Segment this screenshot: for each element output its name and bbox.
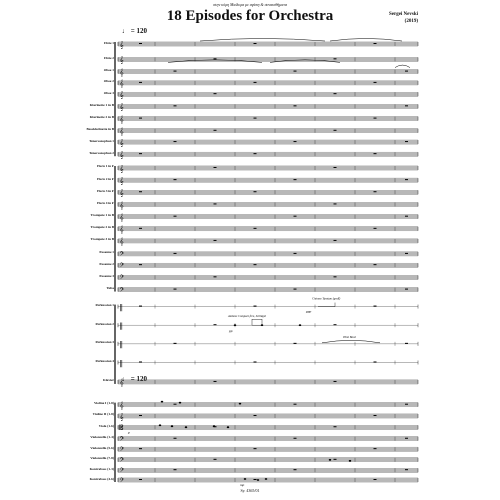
whole-rest xyxy=(174,105,177,106)
instrument-label: Flöte 1 xyxy=(104,40,114,45)
composition-year: (2019) xyxy=(404,19,418,24)
whole-rest xyxy=(139,361,142,362)
note-head xyxy=(227,426,230,428)
instrument-label: Klavier xyxy=(103,378,114,383)
note-head xyxy=(329,459,332,461)
clef-glyph: 𝄞 xyxy=(119,189,124,198)
whole-rest xyxy=(139,82,142,83)
staff xyxy=(118,435,418,443)
clef-glyph: 𝄞 xyxy=(119,225,124,234)
staff xyxy=(118,303,418,311)
whole-rest xyxy=(174,404,177,405)
instrument-label: Violoncello (1-4) xyxy=(90,435,114,440)
whole-rest xyxy=(374,153,377,154)
clef-glyph: ‖ xyxy=(119,340,123,349)
staff xyxy=(118,200,418,210)
staff xyxy=(118,79,418,89)
whole-rest xyxy=(405,438,408,439)
whole-rest xyxy=(254,264,257,265)
whole-rest xyxy=(174,179,177,180)
whole-rest xyxy=(405,71,408,72)
whole-rest xyxy=(174,289,177,290)
clef-glyph: 𝄢 xyxy=(119,286,125,295)
whole-rest xyxy=(214,459,217,460)
instrument-label: Violine II (1-8) xyxy=(92,412,114,417)
whole-rest xyxy=(139,415,142,416)
whole-rest xyxy=(254,153,257,154)
clef-glyph: 𝄞 xyxy=(119,237,124,246)
whole-rest xyxy=(214,203,217,204)
whole-rest xyxy=(405,469,408,470)
whole-rest xyxy=(174,71,177,72)
note-head xyxy=(244,478,247,480)
note-head xyxy=(257,479,260,481)
whole-rest xyxy=(174,253,177,254)
instrument-label: Trompete 2 in B xyxy=(90,225,114,230)
staff xyxy=(118,446,418,454)
perc-line xyxy=(318,303,335,307)
staff xyxy=(118,359,418,367)
perc1-annotation: Chinese Tamtam (groß) xyxy=(312,296,341,301)
note-head xyxy=(239,403,242,405)
whole-rest xyxy=(405,141,408,142)
flute1-slur xyxy=(200,39,325,42)
note-head xyxy=(171,425,174,427)
staff xyxy=(118,286,418,294)
clef-glyph: 𝄞 xyxy=(119,127,124,136)
tempo-marking-top: ♩ = 120 xyxy=(122,27,147,35)
instrument-label: Perkussion 2 xyxy=(95,321,114,326)
whole-rest xyxy=(405,289,408,290)
staff xyxy=(118,150,418,160)
whole-rest xyxy=(334,459,337,460)
staff xyxy=(118,67,418,77)
staff xyxy=(118,225,418,235)
staff xyxy=(118,467,418,475)
whole-rest xyxy=(174,469,177,470)
staff xyxy=(118,251,418,259)
staff xyxy=(118,424,418,435)
whole-rest xyxy=(405,343,408,344)
clef-glyph: 𝄞 xyxy=(119,91,124,100)
note-head xyxy=(161,401,164,403)
whole-rest xyxy=(254,191,257,192)
clef-glyph: ‖ xyxy=(119,359,123,368)
clef-glyph: 𝄞 xyxy=(119,56,124,65)
whole-rest xyxy=(294,404,297,405)
staff xyxy=(118,274,418,282)
whole-rest xyxy=(405,179,408,180)
whole-rest xyxy=(139,264,142,265)
clef-glyph: 𝄞 xyxy=(119,176,124,185)
note-head xyxy=(159,424,162,426)
whole-rest xyxy=(374,479,377,480)
staff xyxy=(118,378,418,388)
clef-glyph: 𝄞 xyxy=(119,213,124,222)
whole-rest xyxy=(294,469,297,470)
whole-rest xyxy=(139,118,142,119)
whole-rest xyxy=(254,415,257,416)
clef-glyph: 𝄞 xyxy=(119,79,124,88)
clef-glyph: 𝄞 xyxy=(119,40,124,49)
staff xyxy=(118,212,418,222)
instrument-label: Perkussion 4 xyxy=(95,358,114,363)
whole-rest xyxy=(139,448,142,449)
staff xyxy=(118,237,418,247)
whole-rest xyxy=(374,448,377,449)
clef-glyph: 𝄢 xyxy=(119,456,125,465)
staff xyxy=(118,164,418,174)
whole-rest xyxy=(174,141,177,142)
whole-rest xyxy=(139,191,142,192)
whole-rest xyxy=(214,276,217,277)
perc-note xyxy=(234,324,237,326)
whole-rest xyxy=(374,82,377,83)
clef-glyph: 𝄡 xyxy=(119,424,124,433)
instrument-label: Klarinette 2 in B xyxy=(89,115,114,120)
whole-rest xyxy=(374,264,377,265)
instrument-label: Tenorsaxophon 1 xyxy=(89,138,114,143)
whole-rest xyxy=(374,306,377,307)
instrument-label: Trompete 3 in B xyxy=(90,237,114,242)
whole-rest xyxy=(374,228,377,229)
staff xyxy=(118,55,418,65)
whole-rest xyxy=(214,240,217,241)
instrument-label: Horn 4 in F xyxy=(97,200,114,205)
whole-rest xyxy=(254,448,257,449)
staff xyxy=(118,412,418,422)
whole-rest xyxy=(334,381,337,382)
instrument-label: Oboe 1 xyxy=(103,68,114,73)
clef-glyph: 𝄞 xyxy=(119,378,124,387)
whole-rest xyxy=(334,203,337,204)
whole-rest xyxy=(254,82,257,83)
clef-glyph: 𝄞 xyxy=(119,103,124,112)
staff xyxy=(118,176,418,186)
whole-rest xyxy=(334,93,337,94)
whole-rest xyxy=(334,130,337,131)
whole-rest xyxy=(334,276,337,277)
clef-glyph: 𝄞 xyxy=(119,401,124,410)
perc3-annotation: Tibet Bowl xyxy=(343,334,356,339)
instrument-label: Oboe 3 xyxy=(103,90,114,95)
whole-rest xyxy=(254,361,257,362)
staff xyxy=(118,90,418,100)
instrument-label: Posaune 1 xyxy=(99,250,114,255)
whole-rest xyxy=(214,130,217,131)
composer-name: Sergei Nevski xyxy=(388,12,418,17)
clef-glyph: 𝄢 xyxy=(119,467,125,476)
clef-glyph: 𝄞 xyxy=(119,138,124,147)
staff xyxy=(118,138,418,148)
whole-rest xyxy=(214,93,217,94)
dynamic-pp: pp xyxy=(229,329,233,334)
instrument-label: Posaune 3 xyxy=(99,273,114,278)
note-head xyxy=(185,426,188,428)
whole-rest xyxy=(334,324,337,325)
instrument-label: Horn 2 in F xyxy=(97,176,114,181)
clef-glyph: ‖ xyxy=(119,303,123,312)
whole-rest xyxy=(374,118,377,119)
whole-rest xyxy=(214,58,217,59)
staff xyxy=(118,114,418,124)
whole-rest xyxy=(405,216,408,217)
whole-rest xyxy=(334,426,337,427)
instrument-label: Kontrabass (4-6) xyxy=(89,476,114,481)
clef-glyph: 𝄢 xyxy=(119,476,125,485)
oboe-slur xyxy=(395,65,410,68)
whole-rest xyxy=(139,228,142,229)
staff xyxy=(118,262,418,270)
instrument-label: Trompete 1 in B xyxy=(90,213,114,218)
whole-rest xyxy=(254,118,257,119)
staff xyxy=(118,188,418,198)
whole-rest xyxy=(294,289,297,290)
clef-glyph: 𝄞 xyxy=(119,68,124,77)
whole-rest xyxy=(139,153,142,154)
clef-glyph: 𝄞 xyxy=(119,201,124,210)
whole-rest xyxy=(174,343,177,344)
instrument-label: Horn 1 in F xyxy=(97,164,114,169)
staff xyxy=(118,127,418,137)
instrument-label: Tuba xyxy=(106,286,114,291)
whole-rest xyxy=(214,324,217,325)
whole-rest xyxy=(139,479,142,480)
whole-rest xyxy=(334,240,337,241)
tempo-marking-strings: ♩ = 120 xyxy=(122,375,147,383)
whole-rest xyxy=(294,253,297,254)
dedication: στην κόρη Μαίλυρα με αγάπη & συναισθήματα xyxy=(213,2,287,7)
instrument-label: Violoncello (5-6) xyxy=(90,445,114,450)
whole-rest xyxy=(374,361,377,362)
whole-rest xyxy=(139,306,142,307)
clef-glyph: 𝄢 xyxy=(119,262,125,271)
instrument-label: Posaune 2 xyxy=(99,261,114,266)
dynamic-mp: mp xyxy=(240,483,245,487)
dynamic-ppp: ppp xyxy=(306,309,312,314)
clef-glyph: 𝄢 xyxy=(119,250,125,259)
clef-glyph: 𝄞 xyxy=(119,164,124,173)
perc2-annotation: Amboss Compact free, Schlägel xyxy=(228,314,267,319)
instrument-label: Bassklarinette in B xyxy=(86,127,114,132)
instrument-label: Horn 3 in F xyxy=(97,188,114,193)
instrument-label: Violoncello (7-8) xyxy=(90,456,114,461)
clef-glyph: 𝄢 xyxy=(119,435,125,444)
whole-rest xyxy=(294,141,297,142)
perc-note xyxy=(299,324,302,326)
whole-rest xyxy=(174,438,177,439)
whole-rest xyxy=(254,479,257,480)
whole-rest xyxy=(294,216,297,217)
whole-rest xyxy=(334,167,337,168)
instrument-label: Perkussion 1 xyxy=(95,303,114,308)
instrument-label: Klarinette 1 in B xyxy=(89,102,114,107)
whole-rest xyxy=(374,415,377,416)
staff xyxy=(118,322,418,330)
score-title: 18 Episodes for Orchestra xyxy=(166,8,334,24)
instrument-label: Violine I (1-8) xyxy=(93,401,114,406)
whole-rest xyxy=(214,381,217,382)
clef-glyph: 𝄢 xyxy=(119,274,125,283)
whole-rest xyxy=(405,253,408,254)
whole-rest xyxy=(374,43,377,44)
perc3-slur xyxy=(322,340,380,343)
whole-rest xyxy=(294,179,297,180)
flute1-slur-2 xyxy=(330,39,402,42)
whole-rest xyxy=(294,71,297,72)
clef-glyph: 𝄞 xyxy=(119,115,124,124)
whole-rest xyxy=(174,216,177,217)
dynamic-p: p xyxy=(128,430,130,435)
instrument-label: Oboe 2 xyxy=(103,79,114,84)
whole-rest xyxy=(294,105,297,106)
instrument-label: Perkussion 3 xyxy=(95,340,114,345)
whole-rest xyxy=(334,58,337,59)
clef-glyph: ‖ xyxy=(119,322,123,331)
whole-rest xyxy=(374,191,377,192)
staff xyxy=(118,40,418,50)
perc-box xyxy=(252,319,262,325)
staff xyxy=(118,477,418,485)
clef-glyph: 𝄞 xyxy=(119,151,124,160)
whole-rest xyxy=(405,105,408,106)
instrument-label: Tenorsaxophon 2 xyxy=(89,150,114,155)
instrument-label: Flöte 2 xyxy=(104,55,114,60)
whole-rest xyxy=(294,438,297,439)
whole-rest xyxy=(254,43,257,44)
clef-glyph: 𝄢 xyxy=(119,446,125,455)
whole-rest xyxy=(405,404,408,405)
note-head xyxy=(213,425,216,427)
instrument-label: Kontrabass (1-3) xyxy=(89,466,114,471)
whole-rest xyxy=(294,343,297,344)
note-head xyxy=(179,402,182,404)
whole-rest xyxy=(254,228,257,229)
clef-glyph: 𝄞 xyxy=(119,412,124,421)
instrument-label: Viola (1-6) xyxy=(98,423,114,428)
staff xyxy=(118,457,418,465)
whole-rest xyxy=(214,167,217,168)
page-footer: Sy. 4365/01 xyxy=(240,488,260,493)
whole-rest xyxy=(254,306,257,307)
staff xyxy=(118,102,418,112)
note-head xyxy=(265,478,268,480)
note-head xyxy=(349,460,352,462)
whole-rest xyxy=(139,43,142,44)
